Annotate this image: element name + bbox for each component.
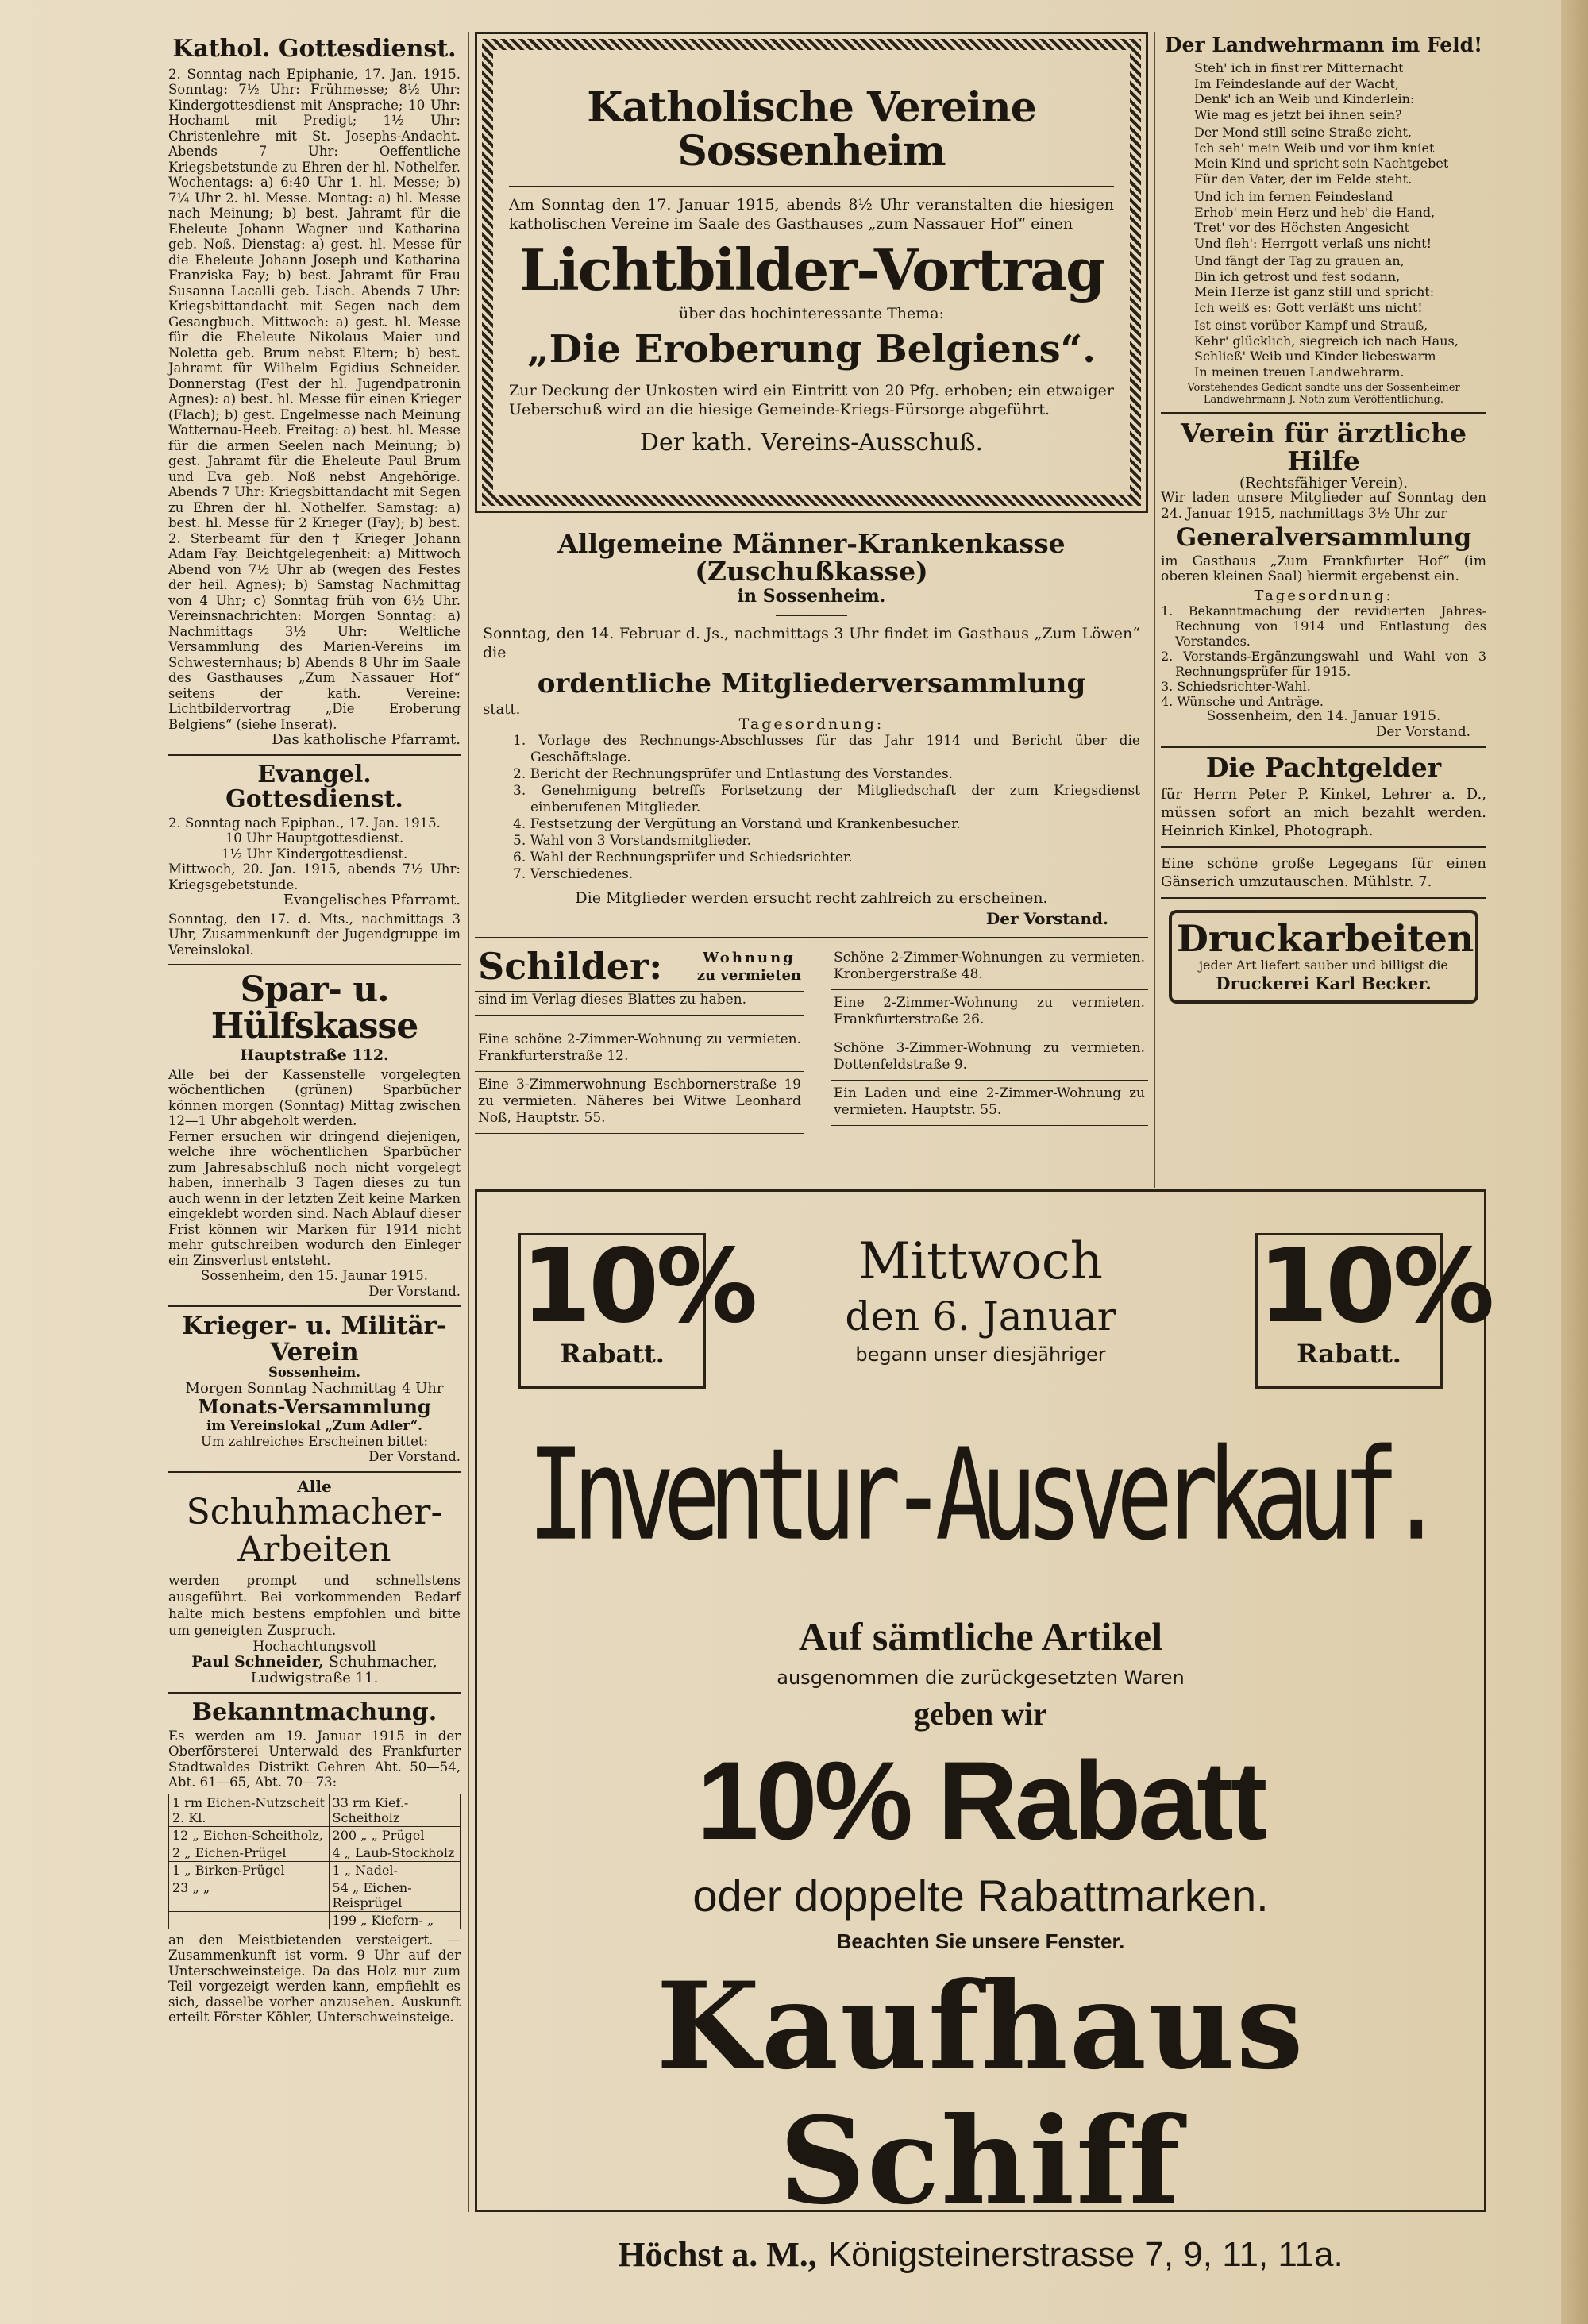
mkk-p1: Sonntag, den 14. Februar d. Js., nachmittags 3 Uhr findet im Gasthaus „Zum Löwen“ die <box>483 625 1140 662</box>
kaufhaus-schiff-ad <box>475 1189 1492 2274</box>
schuh-title1: Schuhmacher- <box>186 1492 443 1533</box>
ad-fenster: Beachten Sie unsere Fenster. <box>836 1929 1125 1953</box>
gans-ad: Eine schöne große Legegans für einen Gänserich umzutauschen. Mühlstr. 7. <box>1161 854 1486 890</box>
bek-row <box>169 1861 461 1879</box>
schuh-text: werden prompt und schnellstens ausgeführt. Bei vorkommenden Bedarf halte mich bestens empfohlen und bitte um geneigten Zuspruch. <box>168 1572 461 1639</box>
spar-p1: Alle bei der Kassenstelle vorgelegten wöchentlichen (grünen) Sparbücher können morgen (Sonntag) Mittag zwischen 12—1 Uhr abgeholt werden. <box>168 1066 461 1129</box>
verein-date: Sossenheim, den 14. Januar 1915. <box>1206 708 1441 725</box>
ad-mittwoch: Mittwoch <box>858 1232 1103 1291</box>
small-ads <box>475 945 1148 1134</box>
verein-agenda <box>1161 603 1486 709</box>
evang-title: Evangel. Gottesdienst. <box>225 760 403 813</box>
bek-p2: an den Meistbietenden versteigert. — Zusammenkunft ist vorm. 9 Uhr auf der Unterschweinsteige. Da das Holz nur zum Teil vorgezeigt werden kann, empfiehlt es sich, dasselbe vorher anzusehen. Auskunft erteilt Förster Köhler, Unterschweinsteige. <box>168 1932 461 2025</box>
krieger-title: Krieger- u. Militär-Verein <box>182 1312 447 1366</box>
divider <box>776 615 847 616</box>
divider <box>1161 846 1486 848</box>
ad-schilder-title: Schilder: <box>478 945 663 989</box>
ad-a1: Eine schöne 2-Zimmer-Wohnung zu vermieten. Frankfurterstraße 12. <box>475 1016 804 1072</box>
agenda-item: 7. Verschiedenes. <box>513 865 634 882</box>
ad-a2: Eine 3-Zimmerwohnung Eschbornerstraße 19 zu vermieten. Näheres bei Witwe Leonhard Noß, Hauptstr. 55. <box>475 1072 804 1134</box>
bek-cell: 1 „ Nadel- <box>329 1861 460 1879</box>
ad-ausgenommen: ausgenommen die zurückgesetzten Waren <box>777 1667 1185 1689</box>
column-rule-2 <box>1154 32 1155 1188</box>
pacht-text: für Herrn Peter P. Kinkel, Lehrer a. D., müssen sofort an mich bezahlt werden. Heinrich Kinkel, Photograph. <box>1161 785 1486 839</box>
poem <box>1161 56 1486 380</box>
rabatt-pct-left: 10% <box>521 1228 755 1346</box>
schuh-hoch: Hochachtungsvoll <box>252 1638 376 1655</box>
rabatt-box-right <box>1255 1228 1492 1389</box>
spar-date: Sossenheim, den 15. Jaunar 1915. <box>201 1268 428 1284</box>
kath-vereine-box <box>475 32 1148 513</box>
ad-inventur: Inventur-Ausverkauf. <box>527 1420 1434 1569</box>
verein-big: Generalversammlung <box>1175 523 1472 553</box>
druck-l1: jeder Art liefert sauber und billigst die <box>1199 958 1448 973</box>
ad-schilder-sub2: zu vermieten <box>696 966 801 984</box>
column-left <box>168 32 461 2025</box>
bek-cell: 1 „ Birken-Prügel <box>169 1861 330 1879</box>
schuh-title2: Arbeiten <box>237 1528 391 1570</box>
ad-b1: Schöne 2-Zimmer-Wohnungen zu vermieten. Kronbergerstraße 48. <box>831 945 1148 990</box>
schuh-addr: Ludwigstraße 11. <box>250 1669 379 1686</box>
divider <box>1161 746 1486 748</box>
bek-cell: 54 „ Eichen-Reisprügel <box>329 1879 460 1911</box>
bek-cell: 199 „ Kiefern- „ <box>329 1911 460 1929</box>
divider <box>1161 412 1486 414</box>
divider <box>168 1305 461 1307</box>
mkk-statt: statt. <box>483 700 521 718</box>
agenda-item: 2. Vorstands-Ergänzungswahl und Wahl von 3 Rechnungsprüfer für 1915. <box>1161 649 1486 680</box>
agenda-item: 1. Bekanntmachung der revidierten Jahres-Rechnung von 1914 und Entlastung des Vorstandes. <box>1161 603 1486 649</box>
column-rule-1 <box>468 32 469 1188</box>
bek-cell: 23 „ „ <box>169 1879 330 1911</box>
bek-cell <box>169 1911 330 1929</box>
mkk-agenda <box>483 733 1140 883</box>
ads-right <box>819 945 1148 1134</box>
bek-cell: 1 rm Eichen-Nutzscheit 2. Kl. <box>169 1794 330 1826</box>
ad-b4: Ein Laden und eine 2-Zimmer-Wohnung zu vermieten. Hauptstr. 55. <box>831 1081 1148 1126</box>
bek-cell: 4 „ Laub-Stockholz <box>329 1844 460 1861</box>
krieger-l2: Monats-Versammlung <box>198 1395 431 1419</box>
agenda-item: 3. Genehmigung betreffs Fortsetzung der Mitgliedschaft der zum Kriegsdienst einberufenen Mitglieder. <box>513 782 1140 815</box>
ad-auf: Auf sämtliche Artikel <box>798 1614 1163 1659</box>
bek-row <box>169 1844 461 1861</box>
ad-big-rabatt: 10% Rabatt <box>696 1738 1265 1863</box>
agenda-item: 5. Wahl von 3 Vorstandsmitglieder. <box>513 832 752 849</box>
kat-title: Katholische Vereine Sossenheim <box>587 83 1036 175</box>
poem-stanza: Ist einst vorüber Kampf und Strauß, Kehr' glücklich, siegreich ich nach Haus, Schließ' Weib und Kinder liebeswarm In meinen treuen Landwehrarm. <box>1194 318 1459 380</box>
column-rule-1b <box>468 1188 469 2212</box>
druck-box <box>1169 910 1478 1004</box>
spar-title: Spar- u. Hülfskasse <box>210 969 418 1047</box>
agenda-item: 3. Schiedsrichter-Wahl. <box>1161 679 1311 695</box>
krieger-sub: Sossenheim. <box>268 1365 360 1381</box>
page-edge <box>1561 0 1588 2324</box>
druck-title: Druckarbeiten <box>1177 916 1474 960</box>
evang-note: Sonntag, den 17. d. Mts., nachmittags 3 Uhr, Zusammenkunft der Jugendgruppe im Vereinslokal. <box>168 911 461 958</box>
divider <box>168 754 461 756</box>
bek-p1: Es werden am 19. Januar 1915 in der Oberförsterei Unterwald des Frankfurter Stadtwaldes Distrikt Gehren Abt. 50—54, Abt. 61—65, Abt. 70—73: <box>168 1728 461 1790</box>
rabatt-box-left <box>518 1228 755 1389</box>
column-right <box>1161 32 1486 1004</box>
krieger-l4: Um zahlreiches Erscheinen bittet: <box>200 1433 429 1449</box>
verein-p1: Wir laden unsere Mitglieder auf Sonntag den 24. Januar 1915, nachmittags 3½ Uhr zur <box>1161 490 1486 522</box>
mkk-sub: in Sossenheim. <box>737 586 886 607</box>
rabatt-pct-right: 10% <box>1258 1228 1492 1346</box>
evang-line1: 2. Sonntag nach Epiphan., 17. Jan. 1915. <box>168 815 441 831</box>
druck-l2: Druckerei Karl Becker. <box>1216 973 1432 993</box>
agenda-item: 2. Bericht der Rechnungsprüfer und Entlastung des Vorstandes. <box>513 765 954 782</box>
bek-cell: 2 „ Eichen-Prügel <box>169 1844 330 1861</box>
kat-theme: „Die Eroberung Belgiens“. <box>527 327 1096 372</box>
mkk-title: Allgemeine Männer-Krankenkasse (Zuschußkasse) <box>557 528 1066 587</box>
pacht-title: Die Pachtgelder <box>1205 752 1442 784</box>
mkk-sign: Der Vorstand. <box>985 908 1108 928</box>
bek-cell: 200 „ „ Prügel <box>329 1826 460 1844</box>
poem-stanza: Und ich im fernen Feindesland Erhob' mein Herz und heb' die Hand, Tret' vor des Höchsten Angesicht Und fleh': Herrgott verlaß uns nicht! <box>1194 189 1436 251</box>
krieger-sign: Der Vorstand. <box>368 1449 461 1465</box>
bek-cell: 12 „ Eichen-Scheitholz, <box>169 1826 330 1844</box>
poem-stanza: Und fängt der Tag zu grauen an, Bin ich getrost und fest sodann, Mein Herze ist ganz still und spricht: Ich weiß es: Gott verläßt uns nicht! <box>1194 253 1435 315</box>
agenda-item: 1. Vorlage des Rechnungs-Abschlusses für das Jahr 1914 und Bericht über die Geschäftslage. <box>513 732 1140 765</box>
divider <box>1161 897 1486 899</box>
ad-begann: begann unser diesjähriger <box>855 1343 1106 1366</box>
kat-p2: Zur Deckung der Unkosten wird ein Eintritt von 20 Pfg. erhoben; ein etwaiger Ueberschuß wird an die hiesige Gemeinde-Kriegs-Fürsorge abgeführt. <box>509 381 1114 418</box>
bek-cell: 33 rm Kief.-Scheitholz <box>329 1794 460 1826</box>
verein-sub: (Rechtsfähiger Verein). <box>1239 474 1408 491</box>
column-middle <box>475 32 1148 1134</box>
spar-sub: Hauptstraße 112. <box>240 1046 389 1065</box>
ad-date-block <box>715 1231 1246 1368</box>
verein-sign: Der Vorstand. <box>1375 723 1470 740</box>
ad-schilder-text: sind im Verlag dieses Blattes zu haben. <box>475 987 804 1016</box>
bek-table <box>168 1794 461 1929</box>
kat-sign: Der kath. Vereins-Ausschuß. <box>639 428 984 457</box>
divider <box>168 1692 461 1694</box>
agenda-item: 4. Wünsche und Anträge. <box>1161 694 1324 710</box>
divider <box>509 186 1114 187</box>
spar-sign: Der Vorstand. <box>368 1283 461 1299</box>
mkk-to: Tagesordnung: <box>738 715 885 734</box>
kat-big: Lichtbilder-Vortrag <box>518 236 1104 304</box>
ad-schilder <box>475 945 804 992</box>
krieger-l3: im Vereinslokal „Zum Adler“. <box>206 1418 422 1434</box>
evang-line3: 1½ Uhr Kindergottesdienst. <box>221 846 408 861</box>
ad-date: den 6. Januar <box>845 1293 1116 1339</box>
agenda-item: 6. Wahl der Rechnungsprüfer und Schiedsrichter. <box>513 849 853 865</box>
ad-oder: oder doppelte Rabattmarken. <box>692 1871 1269 1921</box>
bek-row <box>169 1911 461 1929</box>
poem-note: Vorstehendes Gedicht sandte uns der Sossenheimer Landwehrmann J. Noth zum Veröffentlichung. <box>1187 382 1460 407</box>
spar-p2: Ferner ersuchen wir dringend diejenigen, welche ihre wöchentlichen Sparbücher zum Jahresabschluß noch nicht vorgelegt haben, innerhalb 3 Tagen dieses zu tun auch wenn in der letzten Zeit keine Marken eingeklebt worden sind. Nach Ablauf dieser Frist können wir Marken für 1914 nicht mehr gutschreiben wodurch den Einleger ein Zinsverlust entsteht. <box>168 1128 461 1268</box>
ad-b2: Eine 2-Zimmer-Wohnung zu vermieten. Frankfurterstraße 26. <box>831 990 1148 1035</box>
verein-title: Verein für ärztliche Hilfe <box>1181 418 1467 476</box>
bek-row <box>169 1794 461 1826</box>
evang-sign: Evangelisches Pfarramt. <box>283 892 461 908</box>
ad-geben: geben wir <box>914 1696 1047 1732</box>
evang-line4: Mittwoch, 20. Jan. 1915, abends 7½ Uhr: Kriegsgebetstunde. <box>168 861 461 892</box>
kath-text: 2. Sonntag nach Epiphanie, 17. Jan. 1915. Sonntag: 7½ Uhr: Frühmesse; 8½ Uhr: Kindergottesdienst mit Ansprache; 10 Uhr: Hochamt mit Predigt; 1½ Uhr: Christenlehre mit St. Josephs-Andacht. Abends 7 Uhr: Oeffentliche Kriegsbetstunde zu Ehren der hl. Nothelfer. Wochentags: a) 6:40 Uhr 1. hl. Messe; b) 7¼ Uhr 2. hl. Messe. Montag: a) hl. Messe nach Meinung; b) best. Jahramt für die Eheleute Johann Wagner und Katharina geb. Noß. Dienstag: a) gest. hl. Messe für die Eheleute Johann Joseph und Katharina Franziska Fay; b) best. Jahramt für Frau Susanna Lacalli geb. Lisch. Abends 7 Uhr: Kriegsbittandacht mit Segen nach dem Gesangbuch. Mittwoch: a) gest. hl. Messe für die Eheleute Nikolaus Maier und Noletta geb. Brum nebst Eltern; b) best. Jahramt für Wilhelm Egidius Schneider. Donnerstag (Fest der hl. Jugendpatronin Agnes): a) best. hl. Messe für einen Krieger (Flach); b) gest. Engelmesse nach Meinung Watternau-Heeb. Freitag: a) best. hl. Messe für die armen Seelen nach Meinung; b) gest. Jahramt für die Eheleute Paul Brum und Eva geb. Noß nebst Angehörige. Abends 7 Uhr: Kriegsbittandacht mit Segen zu Ehren der hl. Nothelfer. Samstag: a) best. hl. Messe für 2 Krieger (Fay); b) best. 2. Sterbeamt für den † Krieger Johann Adam Fay. Beichtgelegenheit: a) Mittwoch Abend von 7½ Uhr ab (wegen des Festes der heil. Agnes); b) Samstag Nachmittag von 4 Uhr; c) Sonntag früh von 6½ Uhr. Vereinsnachrichten: Morgen Sonntag: a) Nachmittags 3½ Uhr: Weltliche Versammlung des Marien-Vereins im Schwesternhaus; b) Abends 8 Uhr im Saale des Gasthauses „Zum Nassauer Hof“ seitens der kath. Vereine: Lichtbildervortrag „Die Eroberung Belgiens“ (siehe Inserat). <box>168 66 461 732</box>
ad-addr1: Höchst a. M., <box>618 2235 817 2274</box>
poem-stanza: Steh' ich in finst'rer Mitternacht Im Feindeslande auf der Wacht, Denk' ich an Weib und Kinderlein: Wie mag es jetzt bei ihnen sein? <box>1194 60 1415 122</box>
mkk-big: ordentliche Mitgliederversammlung <box>537 668 1086 700</box>
verein-to: Tagesordnung: <box>1254 587 1393 604</box>
schuh-name: Paul Schneider, <box>191 1653 324 1671</box>
schuh-alle: Alle <box>297 1476 332 1496</box>
bek-row <box>169 1879 461 1911</box>
bek-title: Bekanntmachung. <box>191 1698 437 1727</box>
krieger-l1: Morgen Sonntag Nachmittag 4 Uhr <box>185 1379 444 1397</box>
rabatt-label-left: Rabatt. <box>560 1339 665 1369</box>
kath-title: Kathol. Gottesdienst. <box>172 35 457 63</box>
kat-over: über das hochinteressante Thema: <box>678 304 944 322</box>
ad-addr2: Königsteinerstrasse 7, 9, 11, 11a. <box>827 2235 1343 2274</box>
mkk-end: Die Mitglieder werden ersucht recht zahlreich zu erscheinen. <box>575 888 1048 907</box>
evang-line2: 10 Uhr Hauptgottesdienst. <box>225 831 404 846</box>
divider <box>168 964 461 965</box>
ad-schilder-sub1: Wohnung <box>703 949 796 966</box>
bek-row <box>169 1826 461 1844</box>
kat-p1: Am Sonntag den 17. Januar 1915, abends 8½ Uhr veranstalten die hiesigen katholischen Vereine im Saale des Gasthauses „zum Nassauer Hof“ einen <box>509 196 1114 233</box>
ad-firm: Kaufhaus Schiff <box>656 1956 1305 2231</box>
kath-sign: Das katholische Pfarramt. <box>272 731 461 748</box>
verein-p2: im Gasthaus „Zum Frankfurter Hof“ (im oberen kleinen Saal) hiermit ergebenst ein. <box>1161 553 1486 585</box>
agenda-item: 4. Festsetzung der Vergütung an Vorstand und Krankenbesucher. <box>513 815 961 832</box>
schuh-job: Schuhmacher, <box>328 1653 437 1671</box>
poem-stanza: Der Mond still seine Straße zieht, Ich seh' mein Weib und vor ihm kniet Mein Kind und spricht sein Nachtgebet Für den Vater, der im Felde steht. <box>1194 125 1449 187</box>
ads-left <box>475 945 804 1134</box>
divider <box>168 1471 461 1473</box>
ad-b3: Schöne 3-Zimmer-Wohnung zu vermieten. Dottenfeldstraße 9. <box>831 1035 1148 1081</box>
divider <box>475 937 1148 938</box>
rabatt-label-right: Rabatt. <box>1297 1339 1401 1369</box>
poem-title: Der Landwehrmann im Feld! <box>1164 33 1483 56</box>
